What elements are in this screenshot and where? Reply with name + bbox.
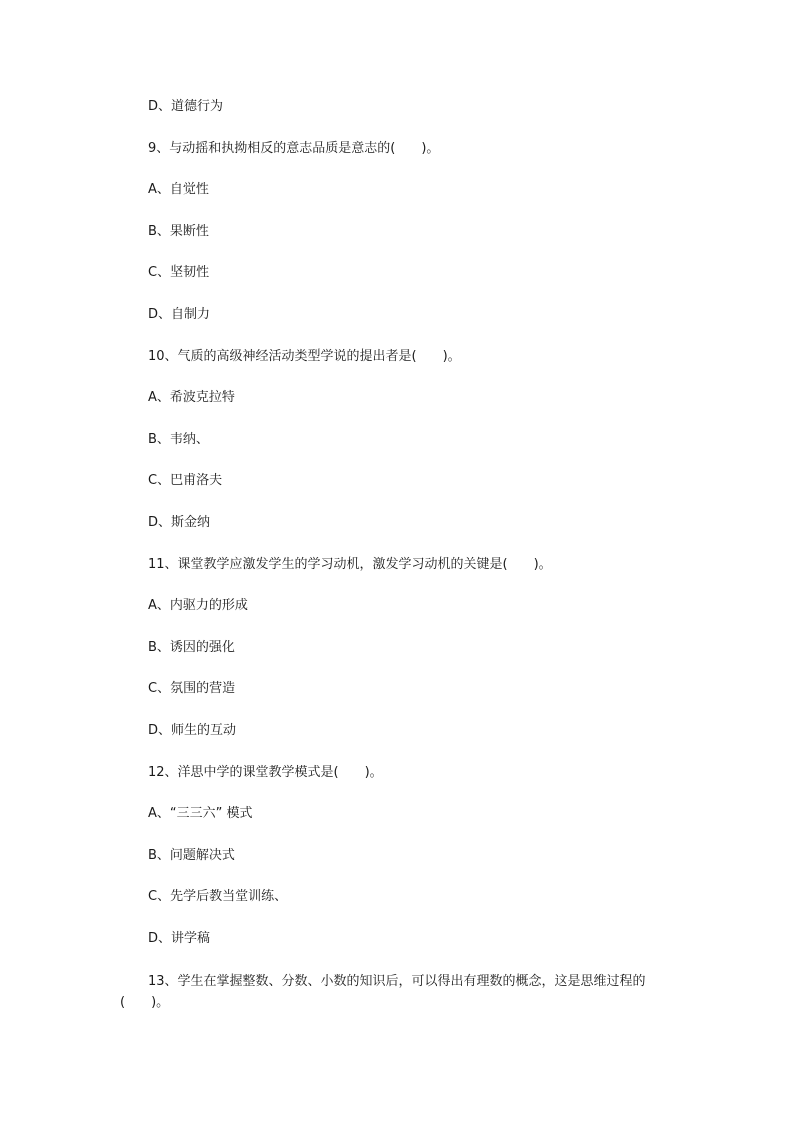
question-11: 11、课堂教学应激发学生的学习动机，激发学习动机的关键是( )。: [148, 557, 552, 572]
option-b-q11: B、诱因的强化: [148, 640, 235, 655]
question-9: 9、与动摇和执拗相反的意志品质是意志的( )。: [148, 141, 440, 156]
option-a-q9: A、自觉性: [148, 182, 209, 197]
option-b-q12: B、问题解决式: [148, 848, 235, 863]
option-b-q10: B、韦纳、: [148, 432, 209, 447]
option-a-q10: A、希波克拉特: [148, 390, 235, 405]
option-d-q9: D、自制力: [148, 307, 211, 322]
question-12: 12、洋思中学的课堂教学模式是( )。: [148, 765, 383, 780]
option-d-q8: D、道德行为: [148, 99, 224, 114]
option-d-q11: D、师生的互动: [148, 723, 237, 738]
option-c-q9: C、坚韧性: [148, 265, 210, 280]
option-c-q11: C、氛围的营造: [148, 681, 236, 696]
option-c-q10: C、巴甫洛夫: [148, 473, 223, 488]
option-a-q11: A、内驱力的形成: [148, 598, 248, 613]
option-a-q12: A、“三三六” 模式: [148, 806, 253, 821]
option-b-q9: B、果断性: [148, 224, 209, 239]
option-d-q12: D、讲学稿: [148, 931, 211, 946]
question-13: 13、学生在掌握整数、分数、小数的知识后，可以得出有理数的概念，这是思维过程的( )。: [120, 974, 646, 1010]
option-d-q10: D、斯金纳: [148, 515, 211, 530]
option-c-q12: C、先学后教当堂训练、: [148, 889, 288, 904]
question-10: 10、气质的高级神经活动类型学说的提出者是( )。: [148, 349, 461, 364]
